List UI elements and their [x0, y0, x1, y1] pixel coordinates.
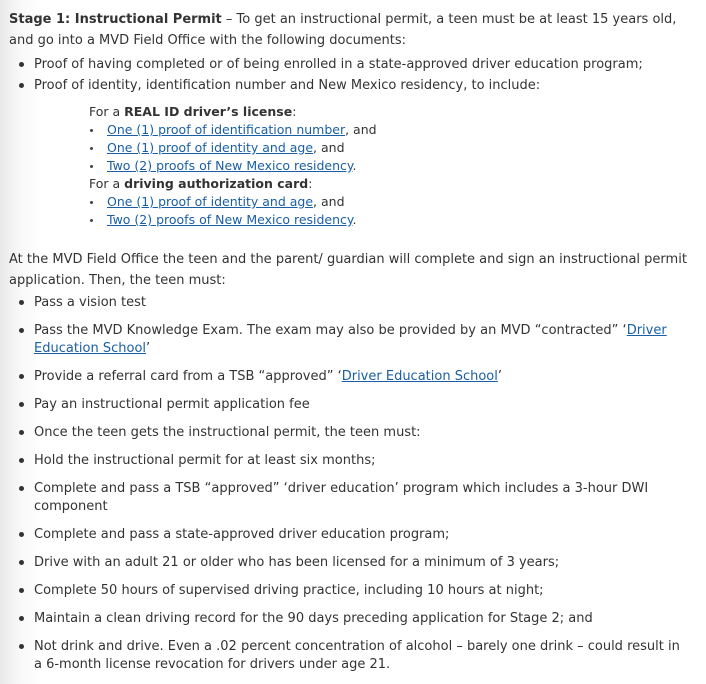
stage-title: Stage 1: Instructional Permit: [9, 12, 222, 27]
link-tail: .: [352, 212, 357, 227]
real-id-heading: [89, 103, 649, 121]
heading-suffix: :: [308, 176, 313, 191]
heading-prefix: For a: [89, 104, 125, 119]
list-item: [0, 368, 700, 386]
identity-age-proof-link[interactable]: One (1) proof of identity and age: [107, 140, 314, 155]
id-number-proof-link[interactable]: One (1) proof of identification number: [107, 122, 346, 137]
bullet-icon: [19, 83, 24, 88]
list-item-text: Drive with an adult 21 or older who has been licensed for a minimum of 3 years;: [34, 555, 560, 570]
list-item-text: Hold the instructional permit for at least six months;: [34, 453, 376, 468]
list-item: [0, 294, 700, 312]
field-office-paragraph: At the MVD Field Office the teen and the parent/ guardian will complete and sign an instructional permit application. Then, the teen must:: [9, 252, 687, 288]
link-tail: , and: [313, 140, 345, 155]
bullet-icon: [90, 201, 93, 204]
driver-education-school-link[interactable]: Driver Education School: [34, 323, 667, 356]
driver-education-school-link[interactable]: Driver Education School: [341, 369, 498, 384]
bullet-icon: [19, 328, 24, 333]
list-item-text: Pass a vision test: [34, 295, 146, 310]
bullet-icon: [19, 588, 24, 593]
bullet-icon: [19, 644, 24, 649]
list-item-text: ’: [146, 341, 151, 356]
bullet-icon: [19, 486, 24, 491]
list-item-text: Complete and pass a TSB “approved” ‘driver education’ program which includes a 3-hour DWI component: [34, 481, 649, 514]
dac-list: [89, 193, 649, 229]
bullet-icon: [19, 616, 24, 621]
list-item-text: Complete 50 hours of supervised driving practice, including 10 hours at night;: [34, 583, 544, 598]
link-tail: , and: [345, 122, 377, 137]
bullet-icon: [19, 300, 24, 305]
bullet-icon: [90, 147, 93, 150]
documents-list: [0, 54, 690, 96]
identity-age-proof-link[interactable]: One (1) proof of identity and age: [107, 194, 314, 209]
list-item: [0, 396, 700, 414]
list-item: [0, 582, 700, 600]
list-item: [89, 121, 649, 139]
list-item-text: Maintain a clean driving record for the 90 days preceding application for Stage 2; and: [34, 611, 593, 626]
real-id-list: [89, 121, 649, 175]
heading-prefix: For a: [89, 176, 125, 191]
list-item: [0, 424, 700, 442]
intro-text: – To get an instructional permit, a teen must be at least 15 years old, and go into a MVD Field Office with the following documents:: [9, 12, 677, 48]
id-requirements: [89, 103, 649, 229]
bullet-icon: [19, 458, 24, 463]
intro-paragraph: [9, 9, 699, 51]
heading-suffix: :: [292, 104, 297, 119]
list-item: [0, 54, 690, 75]
list-item-text: Pass the MVD Knowledge Exam. The exam may also be provided by an MVD “contracted” ‘: [34, 323, 627, 338]
link-tail: , and: [313, 194, 345, 209]
steps-list: [0, 294, 700, 684]
dac-heading: [89, 175, 649, 193]
bullet-icon: [19, 532, 24, 537]
list-item: [89, 193, 649, 211]
list-item: [0, 554, 700, 572]
bullet-icon: [90, 219, 93, 222]
residency-proofs-link[interactable]: Two (2) proofs of New Mexico residency: [107, 212, 353, 227]
link-tail: .: [352, 158, 357, 173]
bullet-icon: [19, 430, 24, 435]
list-item-text: Proof of having completed or of being enrolled in a state-approved driver education program;: [34, 57, 643, 72]
list-item-text: Provide a referral card from a TSB “approved” ‘: [34, 369, 342, 384]
list-item: [89, 139, 649, 157]
list-item-text: ’: [497, 369, 503, 384]
list-item: [0, 638, 700, 674]
bullet-icon: [19, 62, 24, 67]
list-item-text: Proof of identity, identification number and New Mexico residency, to include:: [34, 78, 541, 93]
list-item: [0, 75, 690, 96]
list-item: [0, 322, 700, 358]
heading-bold: REAL ID driver’s license: [124, 104, 293, 119]
bullet-icon: [19, 402, 24, 407]
list-item: [0, 610, 700, 628]
list-item-text: Once the teen gets the instructional permit, the teen must:: [34, 425, 421, 440]
bullet-icon: [90, 129, 93, 132]
list-item: [0, 452, 700, 470]
bullet-icon: [90, 165, 93, 168]
residency-proofs-link[interactable]: Two (2) proofs of New Mexico residency: [107, 158, 353, 173]
list-item: [89, 211, 649, 229]
list-item-text: Not drink and drive. Even a .02 percent concentration of alcohol – barely one drink – could result in a 6-month license revocation for drivers under age 21.: [34, 639, 680, 672]
list-item-text: Pay an instructional permit application fee: [34, 397, 310, 412]
list-item: [0, 526, 700, 544]
list-item: [0, 480, 700, 516]
bullet-icon: [19, 560, 24, 565]
heading-bold: driving authorization card: [124, 176, 309, 191]
list-item: [89, 157, 649, 175]
list-item-text: Complete and pass a state-approved driver education program;: [34, 527, 450, 542]
bullet-icon: [19, 374, 24, 379]
